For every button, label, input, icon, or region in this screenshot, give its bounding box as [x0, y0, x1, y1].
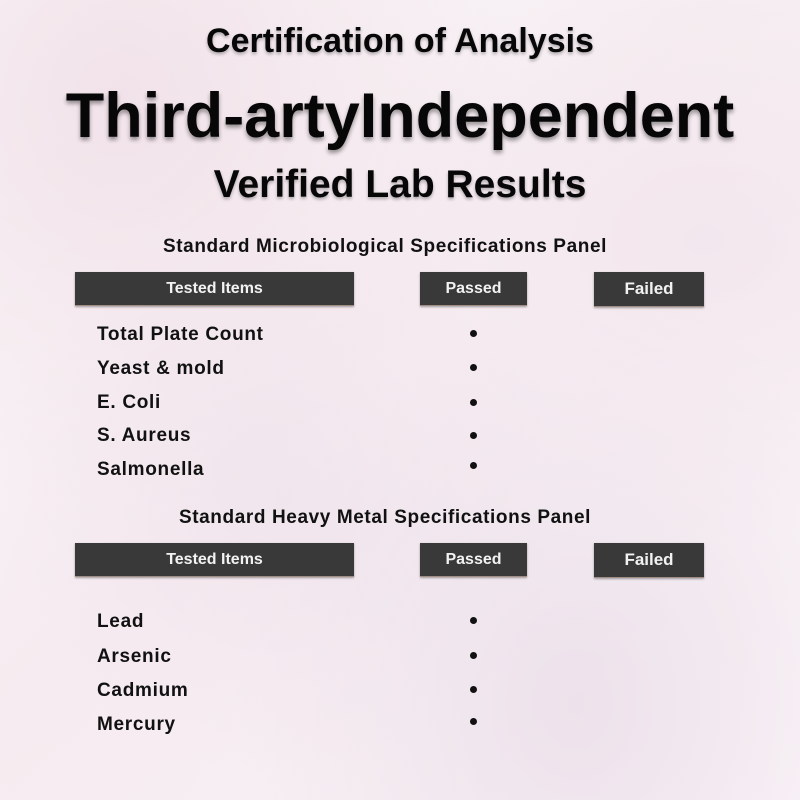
- micro-item-label: Yeast & mold: [97, 358, 225, 379]
- metal-passed-header: Passed: [420, 543, 527, 577]
- metal-item-label: Mercury: [97, 714, 176, 735]
- microbiological-panel-title: Standard Microbiological Specifications Panel: [162, 236, 608, 257]
- metal-item-label: Cadmium: [97, 680, 189, 701]
- metal-item-label: Arsenic: [97, 646, 172, 667]
- metal-tested-items-header: Tested Items: [75, 543, 354, 577]
- certificate-headline: Third-artyIndependent: [65, 81, 735, 151]
- passed-dot-icon: [470, 330, 477, 337]
- passed-dot-icon: [470, 462, 477, 469]
- heavy-metal-panel-title: Standard Heavy Metal Specifications Panel: [178, 507, 592, 528]
- micro-failed-header: Failed: [594, 272, 704, 307]
- metal-item-label: Lead: [97, 611, 145, 632]
- passed-dot-icon: [470, 432, 477, 439]
- micro-item-label: E. Coli: [97, 392, 162, 413]
- certificate-subtitle: Verified Lab Results: [213, 163, 587, 206]
- passed-dot-icon: [470, 399, 477, 406]
- micro-item-label: S. Aureus: [97, 425, 192, 446]
- passed-dot-icon: [470, 652, 477, 659]
- certificate-title: Certification of Analysis: [206, 22, 594, 60]
- micro-item-label: Total Plate Count: [97, 324, 264, 345]
- metal-failed-header: Failed: [594, 543, 704, 578]
- passed-dot-icon: [470, 686, 477, 693]
- micro-item-label: Salmonella: [97, 459, 205, 480]
- passed-dot-icon: [470, 364, 477, 371]
- micro-tested-items-header: Tested Items: [75, 272, 354, 306]
- passed-dot-icon: [470, 617, 477, 624]
- micro-passed-header: Passed: [420, 272, 527, 306]
- passed-dot-icon: [470, 718, 477, 725]
